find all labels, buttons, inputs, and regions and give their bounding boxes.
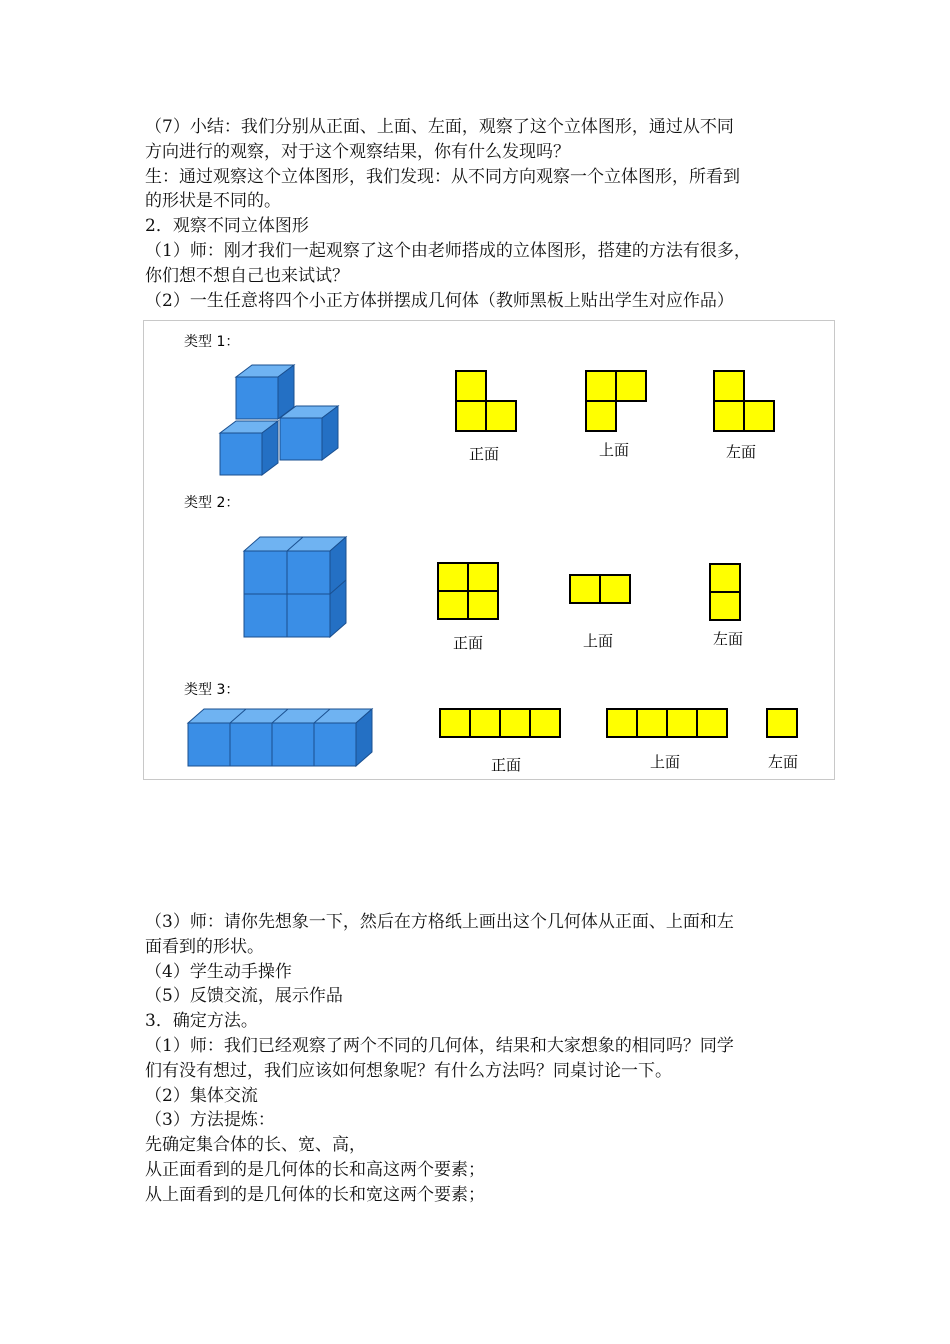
type-3-left-label: 左面 bbox=[767, 753, 799, 771]
paragraph: （5）反馈交流，展示作品 bbox=[145, 986, 343, 1007]
paragraph: 方向进行的观察，对于这个观察结果，你有什么发现吗？ bbox=[145, 141, 570, 162]
paragraph: 从上面看到的是几何体的长和宽这两个要素； bbox=[145, 1184, 485, 1205]
type-2-solid bbox=[244, 537, 346, 637]
type-1-front-label: 正面 bbox=[468, 445, 500, 463]
bottom-text-block bbox=[145, 910, 825, 1208]
type-3-solid bbox=[188, 709, 372, 766]
cube-face bbox=[220, 433, 262, 475]
paragraph: （3）师：请你先想象一下，然后在方格纸上画出这个几何体从正面、上面和左 bbox=[145, 912, 734, 932]
type-2-front-view bbox=[438, 563, 498, 619]
type-1-label: 类型 1： bbox=[184, 334, 240, 350]
type-2-left-label: 左面 bbox=[712, 630, 744, 648]
type-3-label: 类型 3： bbox=[184, 682, 240, 698]
paragraph: 先确定集合体的长、宽、高， bbox=[145, 1135, 366, 1156]
type-3-top-label: 上面 bbox=[649, 753, 681, 771]
paragraph: 们有没有想过，我们应该如何想象呢？有什么方法吗？同桌讨论一下。 bbox=[145, 1060, 672, 1081]
paragraph: （7）小结：我们分别从正面、上面、左面，观察了这个立体图形，通过从不同 bbox=[145, 117, 734, 137]
type-2-top-label: 上面 bbox=[582, 632, 614, 650]
cube-face bbox=[280, 418, 322, 460]
type-3-front-label: 正面 bbox=[490, 756, 522, 774]
type-2-left-view bbox=[710, 564, 740, 620]
type-1-top-view bbox=[586, 371, 646, 431]
type-1-left-view bbox=[714, 371, 774, 431]
type-2-top-view bbox=[570, 575, 630, 603]
paragraph: 生：通过观察这个立体图形，我们发现：从不同方向观察一个立体图形，所看到 bbox=[145, 166, 740, 187]
type-1-front-view bbox=[456, 371, 516, 431]
paragraph: 从正面看到的是几何体的长和高这两个要素； bbox=[145, 1159, 485, 1180]
top-text-block bbox=[145, 115, 825, 313]
type-1-solid bbox=[220, 365, 338, 475]
type-3-left-view bbox=[767, 709, 797, 737]
type-2-label: 类型 2： bbox=[184, 495, 240, 511]
paragraph: 的形状是不同的。 bbox=[145, 191, 281, 212]
type-1-top-label: 上面 bbox=[598, 441, 630, 459]
type-3-top-view bbox=[607, 709, 727, 737]
paragraph: （2）一生任意将四个小正方体拼摆成几何体（教师黑板上贴出学生对应作品） bbox=[145, 290, 734, 311]
paragraph: 你们想不想自己也来试试？ bbox=[145, 265, 349, 286]
type-1-left-label: 左面 bbox=[725, 443, 757, 461]
figure-svg bbox=[144, 321, 834, 779]
paragraph: 面看到的形状。 bbox=[145, 936, 264, 957]
type-3-front-view bbox=[440, 709, 560, 737]
paragraph: （1）师：刚才我们一起观察了这个由老师搭成的立体图形，搭建的方法有很多， bbox=[145, 240, 751, 261]
cube-face bbox=[236, 377, 278, 419]
paragraph: 3．确定方法。 bbox=[145, 1011, 258, 1032]
paragraph: （2）集体交流 bbox=[145, 1085, 258, 1106]
type-2-front-label: 正面 bbox=[452, 634, 484, 652]
geometry-figure bbox=[143, 320, 835, 780]
paragraph: 2．观察不同立体图形 bbox=[145, 216, 309, 237]
paragraph: （3）方法提炼： bbox=[145, 1110, 275, 1131]
paragraph: （1）师：我们已经观察了两个不同的几何体，结果和大家想象的相同吗？同学 bbox=[145, 1035, 734, 1056]
paragraph: （4）学生动手操作 bbox=[145, 961, 292, 982]
